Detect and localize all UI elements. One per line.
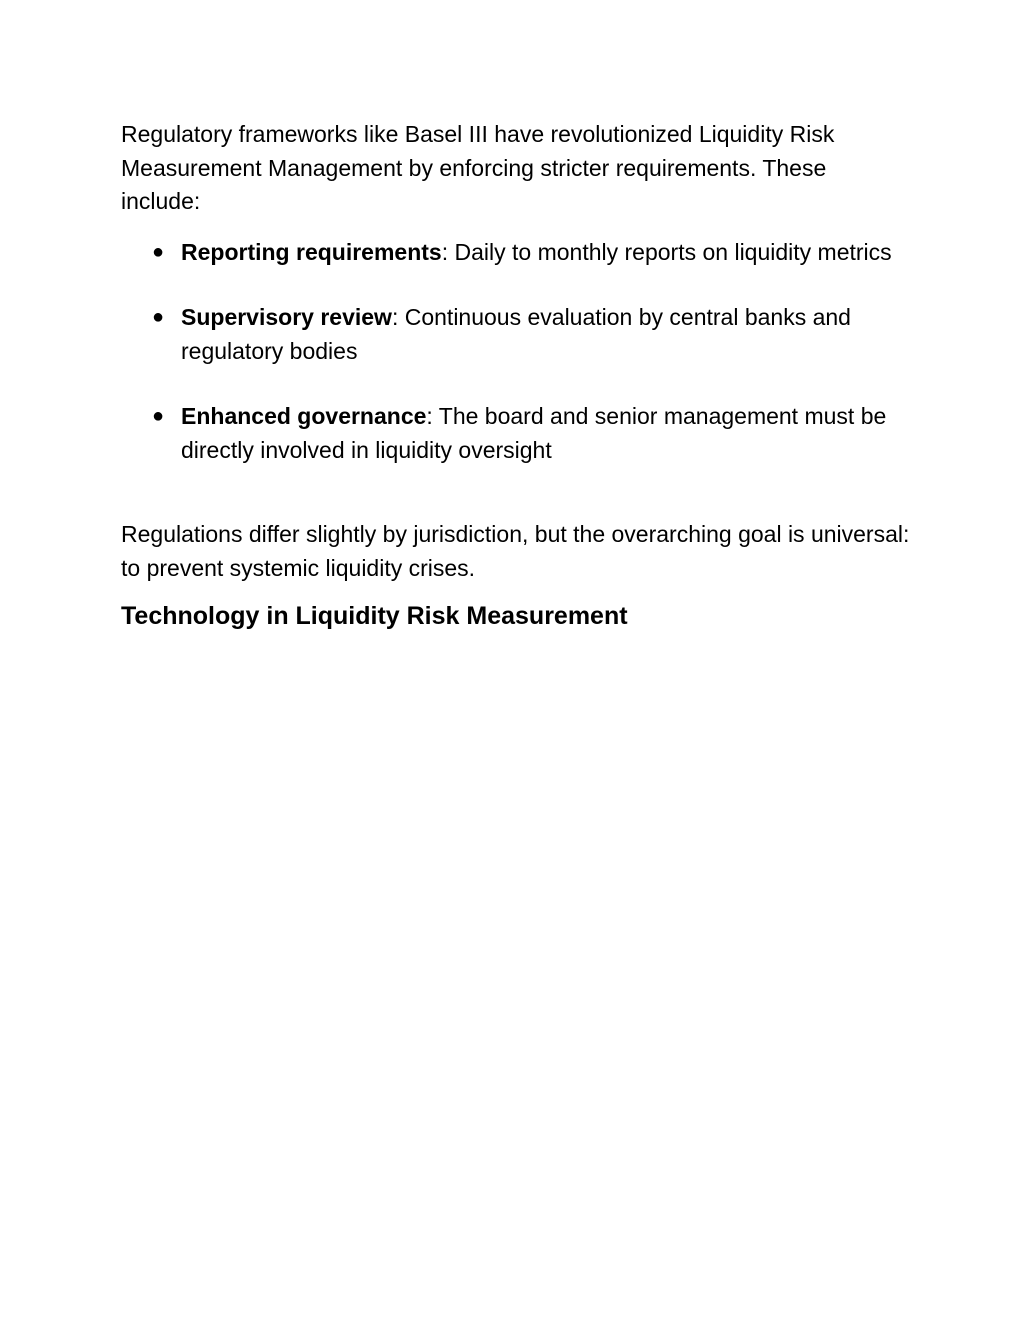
bullet-icon: ● bbox=[152, 405, 165, 427]
section-heading: Technology in Liquidity Risk Measurement bbox=[121, 602, 628, 630]
list-item-term: Reporting requirements bbox=[181, 238, 442, 265]
list-item-term: Supervisory review bbox=[181, 304, 392, 330]
list-item bbox=[121, 301, 911, 368]
requirements-list bbox=[121, 236, 911, 468]
intro-paragraph: Regulatory frameworks like Basel III have revolutionized Liquidity Risk Measurement Management by enforcing stricter requirements. These include: bbox=[121, 121, 835, 214]
bullet-icon: ● bbox=[152, 240, 165, 263]
list-item-description: Continuous evaluation by central banks and regulatory bodies bbox=[181, 304, 851, 364]
list-item bbox=[121, 400, 911, 467]
closing-paragraph: Regulations differ slightly by jurisdiction, but the overarching goal is universal: to prevent systemic liquidity crises. bbox=[121, 521, 910, 581]
list-item-separator: : bbox=[391, 304, 399, 330]
list-item-description: Daily to monthly reports on liquidity metrics bbox=[448, 238, 892, 265]
bullet-icon: ● bbox=[152, 306, 165, 328]
list-item-separator: : bbox=[426, 403, 433, 429]
list-item-description: The board and senior management must be directly involved in liquidity oversight bbox=[181, 403, 887, 463]
page-content bbox=[121, 118, 911, 634]
list-item-term: Enhanced governance bbox=[181, 403, 427, 429]
list-item bbox=[121, 236, 911, 270]
list-item-separator: : bbox=[441, 238, 449, 265]
